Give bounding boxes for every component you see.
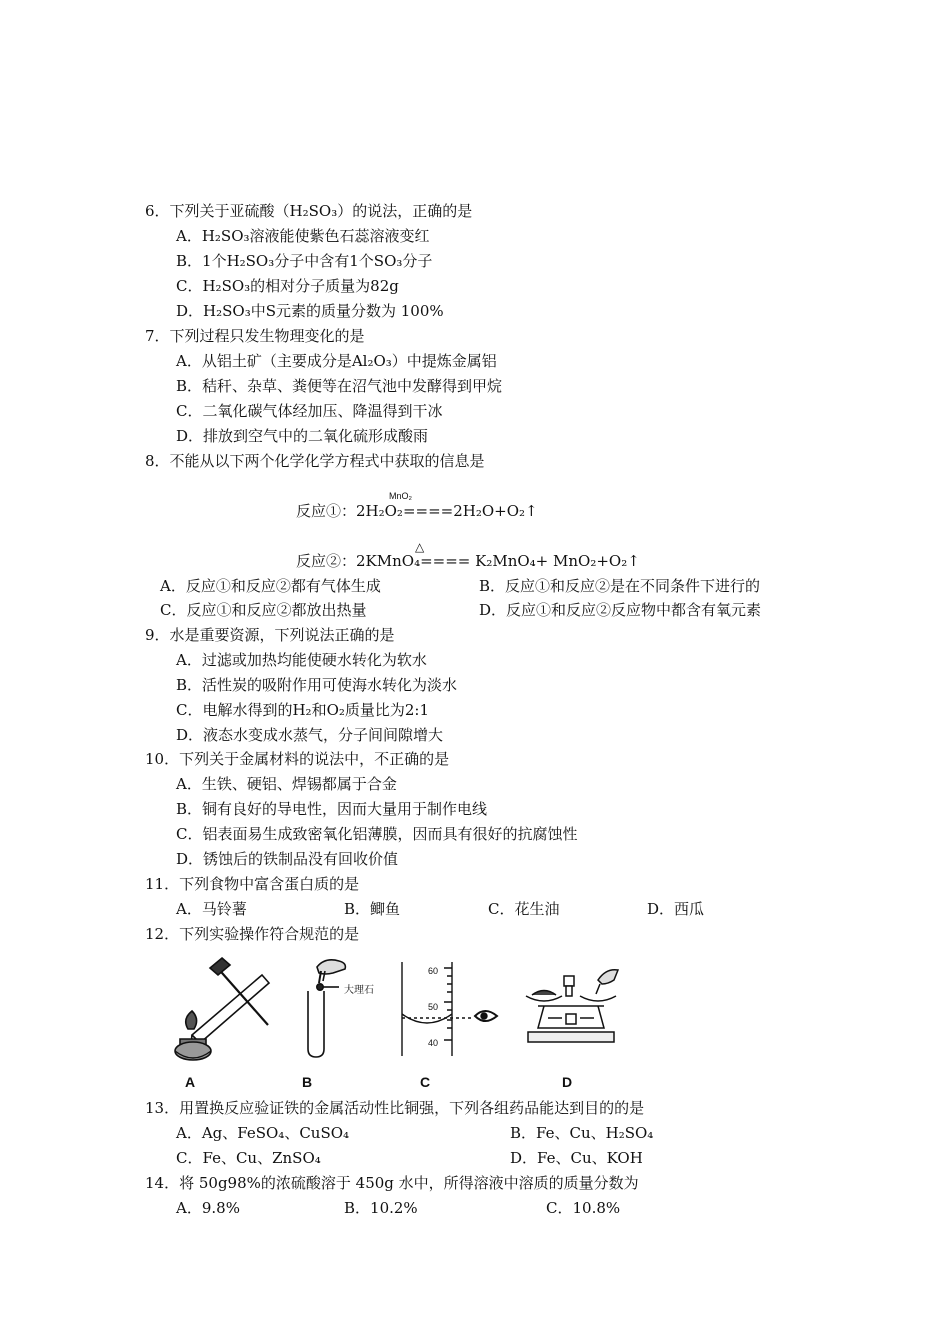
q10-option-a: A．生铁、硬铝、焊锡都属于合金 (176, 775, 397, 793)
figure-c-tick-40: 40 (428, 1038, 439, 1048)
figure-c-cylinder-illustration (395, 958, 515, 1058)
q8-option-b: B．反应①和反应②是在不同条件下进行的 (479, 577, 761, 595)
q8-heat-symbol: △ (415, 540, 425, 554)
q8-reaction-2: 反应②：2KMnO₄==== K₂MnO₄+ MnO₂+O₂↑ (296, 552, 640, 570)
q6-stem: 6．下列关于亚硫酸（H₂SO₃）的说法，正确的是 (145, 202, 473, 220)
q13-option-c: C．Fe、Cu、ZnSO₄ (176, 1149, 321, 1167)
q13-stem: 13．用置换反应验证铁的金属活动性比铜强，下列各组药品能达到目的的是 (145, 1099, 645, 1117)
q14-stem: 14．将 50g98%的浓硫酸溶于 450g 水中，所得溶液中溶质的质量分数为 (145, 1174, 639, 1192)
figure-a-heating-illustration (170, 953, 280, 1063)
q11-option-c: C．花生油 (488, 900, 560, 918)
q13-option-b: B．Fe、Cu、H₂SO₄ (510, 1124, 654, 1142)
figure-c-tick-60: 60 (428, 966, 439, 976)
figure-label-c: C (420, 1074, 431, 1090)
q11-option-d: D．西瓜 (647, 900, 705, 918)
q13-option-a: A．Ag、FeSO₄、CuSO₄ (176, 1124, 350, 1142)
q7-option-b: B．秸秆、杂草、粪便等在沼气池中发酵得到甲烷 (176, 377, 503, 395)
figure-label-a: A (185, 1074, 196, 1090)
q9-option-a: A．过滤或加热均能使硬水转化为软水 (176, 651, 427, 669)
q11-stem: 11．下列食物中富含蛋白质的是 (145, 875, 360, 893)
q13-option-d: D．Fe、Cu、KOH (510, 1149, 643, 1167)
figure-d-balance-illustration (518, 962, 628, 1052)
q9-stem: 9．水是重要资源，下列说法正确的是 (145, 626, 395, 644)
q14-option-b: B．10.2% (344, 1199, 418, 1217)
figure-b-marble-label: 大理石 (344, 985, 374, 996)
q7-option-c: C．二氧化碳气体经加压、降温得到干冰 (176, 402, 443, 420)
q9-option-c: C．电解水得到的H₂和O₂质量比为2:1 (176, 701, 430, 719)
figure-b-marble-illustration (295, 953, 385, 1063)
q10-option-b: B．铜有良好的导电性，因而大量用于制作电线 (176, 800, 488, 818)
q14-option-c: C．10.8% (546, 1199, 621, 1217)
q10-option-c: C．铝表面易生成致密氧化铝薄膜，因而具有很好的抗腐蚀性 (176, 825, 578, 843)
q8-option-d: D．反应①和反应②反应物中都含有氧元素 (479, 601, 762, 619)
figure-c-tick-50: 50 (428, 1002, 439, 1012)
q14-option-a: A．9.8% (176, 1199, 240, 1217)
q8-reaction-1: 反应①：2H₂O₂====2H₂O+O₂↑ (296, 502, 538, 520)
q12-stem: 12．下列实验操作符合规范的是 (145, 925, 360, 943)
q6-option-c: C．H₂SO₃的相对分子质量为82g (176, 277, 399, 295)
q10-option-d: D．锈蚀后的铁制品没有回收价值 (176, 850, 399, 868)
q8-stem: 8．不能从以下两个化学化学方程式中获取的信息是 (145, 452, 485, 470)
q8-option-c: C．反应①和反应②都放出热量 (160, 601, 367, 619)
q8-catalyst-label: MnO₂ (389, 491, 412, 501)
q8-option-a: A．反应①和反应②都有气体生成 (160, 577, 381, 595)
q9-option-d: D．液态水变成水蒸气，分子间间隙增大 (176, 726, 444, 744)
q10-stem: 10．下列关于金属材料的说法中，不正确的是 (145, 750, 450, 768)
q11-option-b: B．鲫鱼 (344, 900, 401, 918)
q7-option-d: D．排放到空气中的二氧化硫形成酸雨 (176, 427, 429, 445)
q11-option-a: A．马铃薯 (176, 900, 247, 918)
q9-option-b: B．活性炭的吸附作用可使海水转化为淡水 (176, 676, 458, 694)
figure-label-d: D (562, 1074, 573, 1090)
q7-option-a: A．从铝土矿（主要成分是Al₂O₃）中提炼金属铝 (176, 352, 497, 370)
q6-option-d: D．H₂SO₃中S元素的质量分数为 100% (176, 302, 444, 320)
figure-label-b: B (302, 1074, 313, 1090)
q7-stem: 7．下列过程只发生物理变化的是 (145, 327, 365, 345)
q6-option-b: B．1个H₂SO₃分子中含有1个SO₃分子 (176, 252, 433, 270)
q6-option-a: A．H₂SO₃溶液能使紫色石蕊溶液变红 (176, 227, 430, 245)
